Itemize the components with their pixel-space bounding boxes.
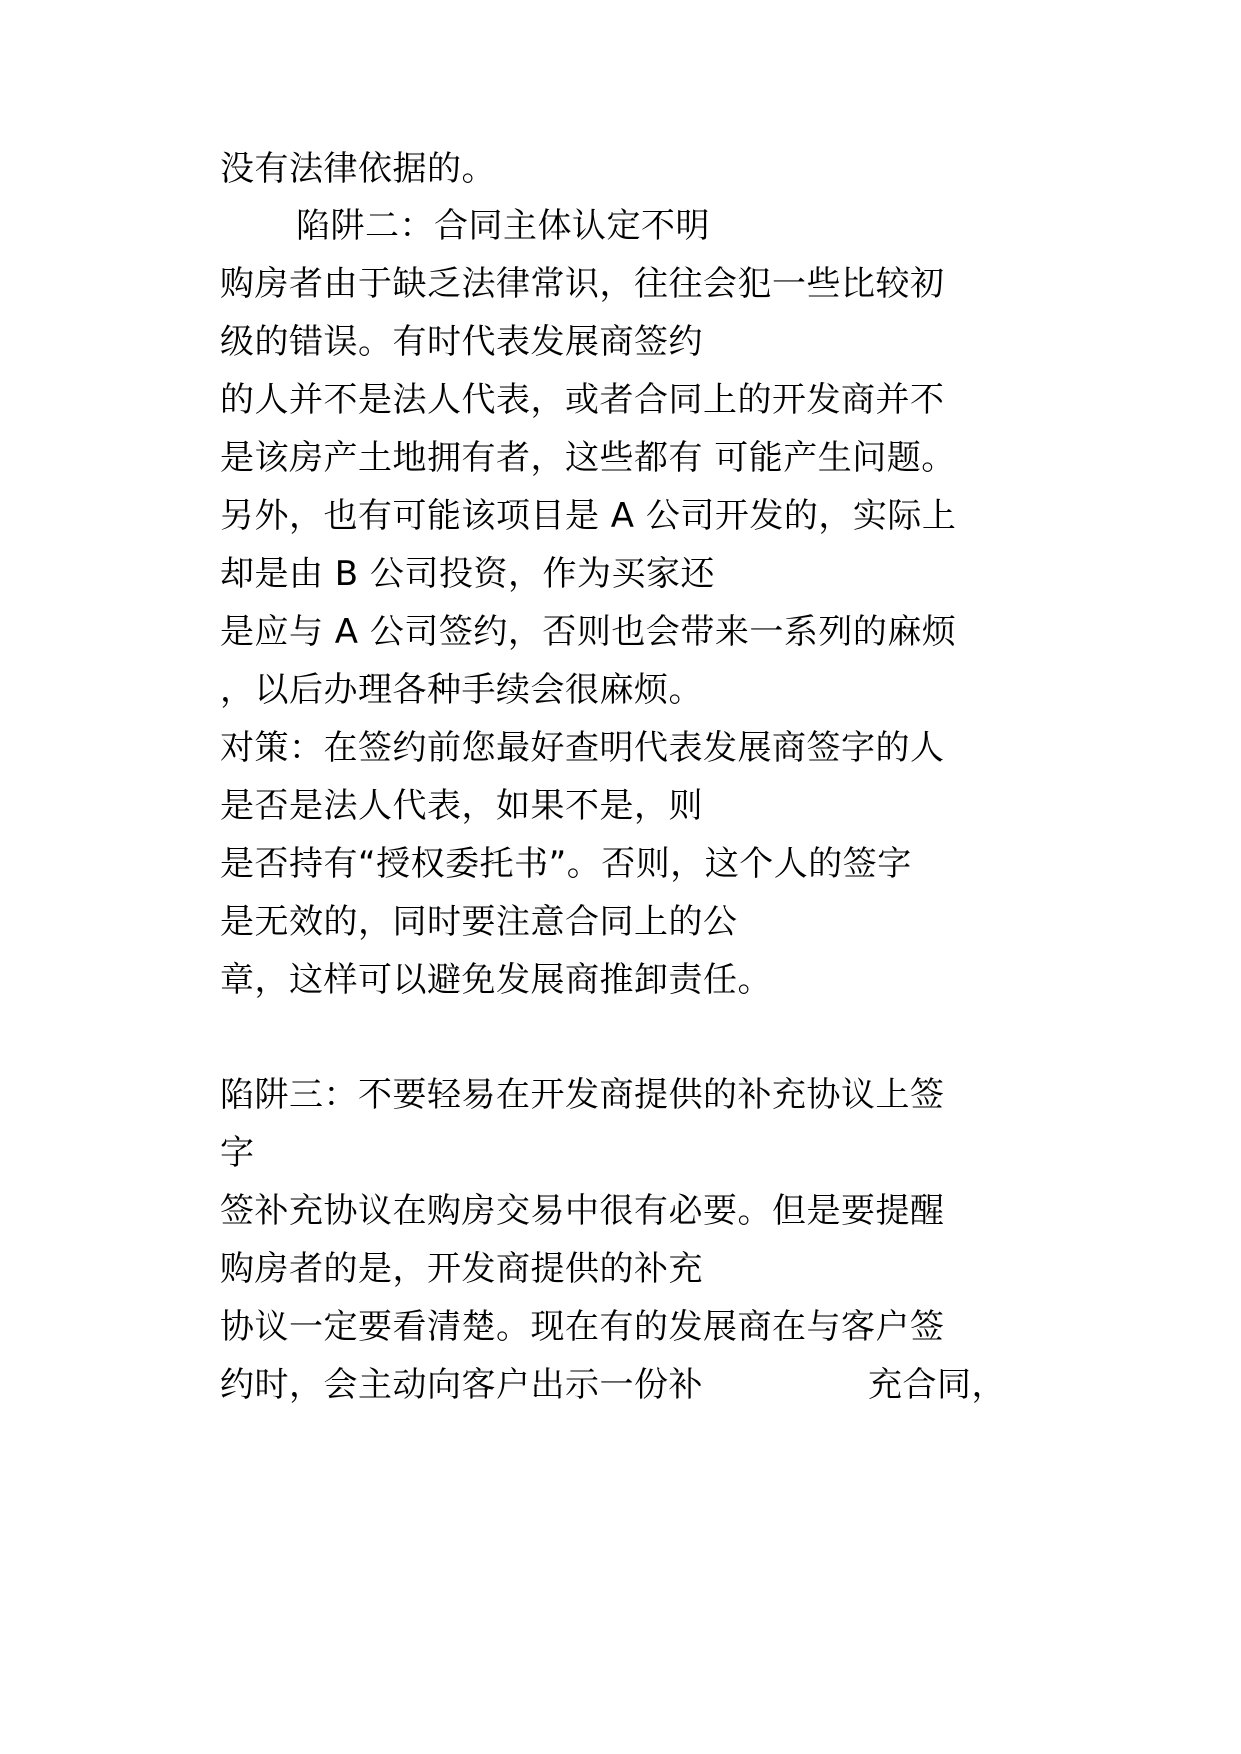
text-line: 的人并不是法人代表，或者合同上的开发商并不 bbox=[220, 380, 945, 420]
text-line: 另外，也有可能该项目是 A 公司开发的，实际上 bbox=[220, 496, 957, 536]
text-line: 购房者的是，开发商提供的补充 bbox=[220, 1249, 703, 1289]
section-heading: 字 bbox=[220, 1133, 255, 1173]
text-line: 是否持有“授权委托书”。否则，这个人的签字 bbox=[220, 844, 912, 884]
text-line: 章，这样可以避免发展商推卸责任。 bbox=[220, 960, 772, 1000]
text-line: 是无效的，同时要注意合同上的公 bbox=[220, 902, 738, 942]
section-heading: 陷阱三：不要轻易在开发商提供的补充协议上签 bbox=[220, 1075, 945, 1115]
text-line: ，以后办理各种手续会很麻烦。 bbox=[220, 670, 703, 710]
text-line: 是否是法人代表，如果不是，则 bbox=[220, 786, 703, 826]
section-heading: 陷阱二：合同主体认定不明 bbox=[296, 206, 710, 246]
text-line: 协议一定要看清楚。现在有的发展商在与客户签 bbox=[220, 1307, 945, 1347]
text-segment: 约时，会主动向客户出示一份补 bbox=[220, 1365, 703, 1405]
text-line: 签补充协议在购房交易中很有必要。但是要提醒 bbox=[220, 1191, 945, 1231]
text-segment: 充合同， bbox=[868, 1365, 1006, 1405]
text-line: 级的错误。有时代表发展商签约 bbox=[220, 322, 703, 362]
text-line: 没有法律依据的。 bbox=[220, 149, 496, 189]
text-line: 对策：在签约前您最好查明代表发展商签字的人 bbox=[220, 728, 945, 768]
text-line: 购房者由于缺乏法律常识，往往会犯一些比较初 bbox=[220, 264, 945, 304]
text-line bbox=[220, 1364, 1020, 1406]
text-line: 却是由 B 公司投资，作为买家还 bbox=[220, 554, 715, 594]
text-line: 是应与 A 公司签约，否则也会带来一系列的麻烦 bbox=[220, 612, 957, 652]
text-line: 是该房产土地拥有者，这些都有 可能产生问题。 bbox=[220, 438, 956, 478]
